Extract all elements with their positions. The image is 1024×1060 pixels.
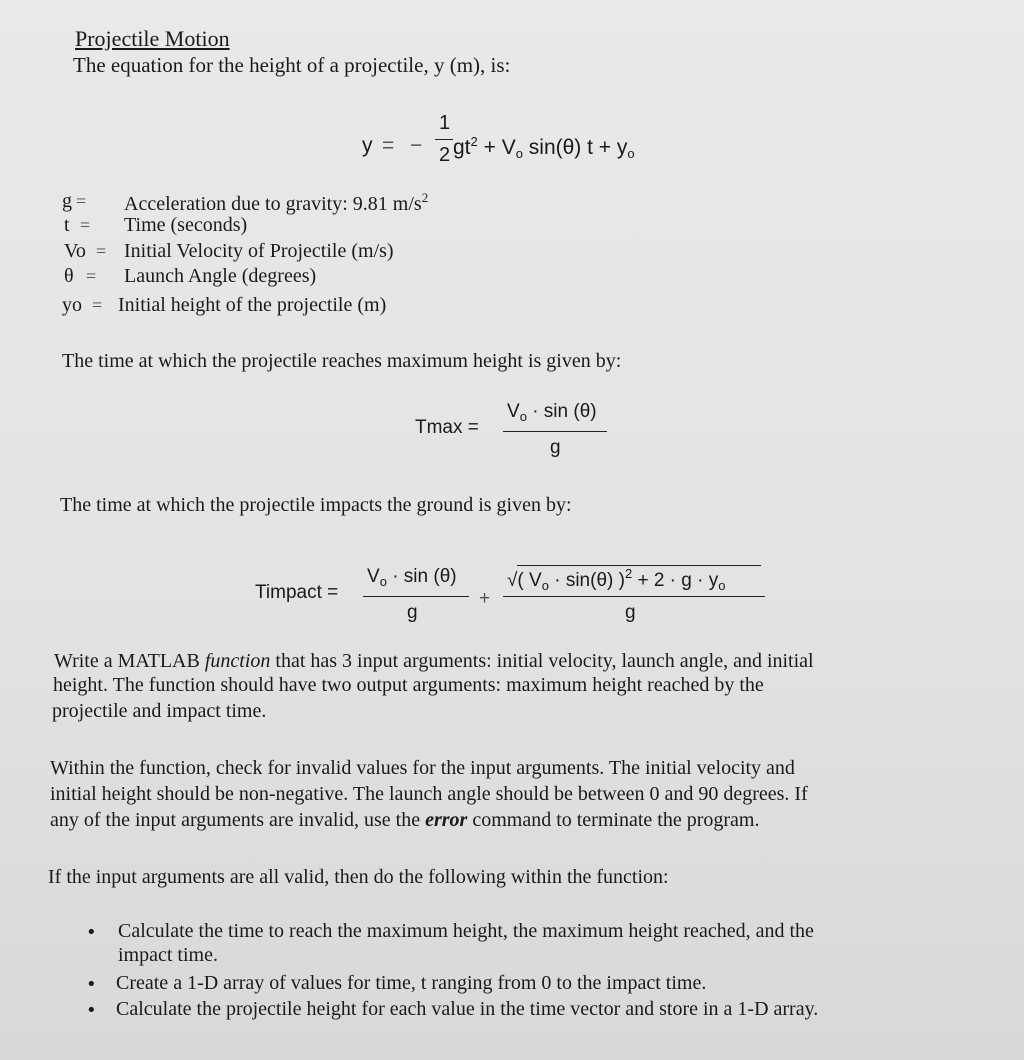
bullet-1-line1: Calculate the time to reach the maximum height, the maximum height reached, and the bbox=[118, 920, 814, 942]
bullet-icon: • bbox=[86, 974, 97, 995]
def-equals: = bbox=[76, 191, 87, 211]
eq-gt-exponent: 2 bbox=[470, 134, 478, 149]
error-keyword: error bbox=[425, 809, 468, 831]
timpact-gy: + 2 · g · y bbox=[632, 570, 719, 591]
def-symbol-yo: yo bbox=[62, 294, 82, 316]
eq-plus-v: + V bbox=[483, 136, 516, 159]
timpact-v-subscript: o bbox=[379, 574, 387, 589]
para2-line2: initial height should be non-negative. The launch angle should be between 0 and 90 degrees. If bbox=[50, 783, 808, 805]
bullet-1-line2: impact time. bbox=[118, 944, 218, 966]
tmax-lhs: Tmax = bbox=[415, 417, 479, 438]
def-text: Acceleration due to gravity: 9.81 m/s bbox=[124, 193, 422, 215]
bullet-2: Create a 1-D array of values for time, t ranging from 0 to the impact time. bbox=[116, 972, 707, 994]
tmax-denominator: g bbox=[550, 437, 561, 458]
tmax-frac-bar bbox=[503, 431, 607, 432]
eq-lhs-y: y bbox=[362, 134, 373, 157]
page-title: Projectile Motion bbox=[75, 26, 230, 51]
tmax-numerator bbox=[507, 401, 597, 424]
para2-post: command to terminate the program. bbox=[467, 809, 760, 831]
timpact-denominator-1: g bbox=[407, 602, 418, 623]
def-symbol-vo: Vo bbox=[64, 240, 86, 262]
timpact-v: V bbox=[367, 566, 380, 587]
def-equals: = bbox=[86, 266, 97, 286]
timpact-numerator-1 bbox=[367, 566, 457, 589]
para1-function-word: function bbox=[204, 650, 271, 672]
para2-line3 bbox=[50, 809, 759, 832]
timpact-plus: + bbox=[479, 588, 491, 609]
para2-pre: any of the input arguments are invalid, use the bbox=[50, 809, 426, 831]
timpact-lhs: Timpact = bbox=[255, 582, 339, 603]
para1-post: that has 3 input arguments: initial velocity, launch angle, and initial bbox=[270, 650, 814, 672]
timpact-sin: · sin (θ) bbox=[386, 566, 457, 587]
timpact-frac-bar-1 bbox=[363, 596, 469, 597]
def-symbol-theta: θ bbox=[64, 265, 74, 287]
def-angle: Launch Angle (degrees) bbox=[124, 265, 317, 287]
eq-frac-bar bbox=[435, 139, 453, 140]
timpact-frac-bar-2 bbox=[503, 596, 765, 597]
eq-equals: = bbox=[382, 134, 395, 157]
eq-v-subscript: o bbox=[515, 146, 523, 161]
def-sup: 2 bbox=[421, 190, 429, 205]
tmax-sin: · sin (θ) bbox=[526, 401, 597, 422]
eq-minus: − bbox=[410, 134, 423, 157]
def-gravity bbox=[124, 190, 428, 216]
tmax-intro: The time at which the projectile reaches maximum height is given by: bbox=[62, 350, 622, 372]
bullet-3: Calculate the projectile height for each value in the time vector and store in a 1-D array. bbox=[116, 998, 819, 1020]
para1-line1 bbox=[54, 650, 814, 673]
eq-gt: gt bbox=[453, 136, 471, 159]
def-equals: = bbox=[92, 295, 103, 315]
eq-frac-denominator: 2 bbox=[439, 144, 451, 166]
def-height: Initial height of the projectile (m) bbox=[118, 294, 387, 316]
intro-sentence: The equation for the height of a projectile, y (m), is: bbox=[73, 53, 511, 77]
timpact-v2-subscript: o bbox=[541, 578, 549, 593]
timpact-sqrt-open: √( V bbox=[507, 570, 542, 591]
timpact-denominator-2: g bbox=[625, 602, 636, 623]
eq-frac-numerator: 1 bbox=[439, 112, 451, 134]
def-symbol-g: g bbox=[62, 190, 72, 212]
paragraph-valid-steps: If the input arguments are all valid, then do the following within the function: bbox=[48, 866, 669, 888]
tmax-v: V bbox=[507, 401, 520, 422]
para1-line2: height. The function should have two output arguments: maximum height reached by the bbox=[53, 674, 764, 696]
bullet-icon: • bbox=[86, 1000, 97, 1021]
bullet-icon: • bbox=[86, 922, 97, 943]
timpact-equation bbox=[255, 560, 775, 640]
timpact-exponent: 2 bbox=[624, 566, 633, 581]
eq-y-subscript: o bbox=[627, 146, 635, 161]
def-velocity: Initial Velocity of Projectile (m/s) bbox=[124, 240, 394, 262]
timpact-intro: The time at which the projectile impacts the ground is given by: bbox=[60, 494, 572, 516]
timpact-numerator-2 bbox=[507, 566, 725, 593]
timpact-y-subscript: o bbox=[718, 578, 726, 593]
eq-terms bbox=[453, 134, 635, 161]
para2-line1: Within the function, check for invalid values for the input arguments. The initial velocity and bbox=[50, 757, 795, 779]
def-time: Time (seconds) bbox=[124, 214, 248, 236]
height-equation bbox=[355, 112, 715, 182]
eq-sin-term: sin(θ) t + y bbox=[522, 136, 628, 159]
para1-line3: projectile and impact time. bbox=[52, 700, 267, 722]
def-equals: = bbox=[80, 215, 91, 235]
def-symbol-t: t bbox=[64, 214, 70, 236]
para1-pre: Write a MATLAB bbox=[54, 650, 205, 672]
tmax-equation bbox=[415, 395, 635, 465]
timpact-sin2: · sin(θ) ) bbox=[548, 570, 625, 591]
def-equals: = bbox=[96, 241, 107, 261]
tmax-v-subscript: o bbox=[519, 409, 527, 424]
